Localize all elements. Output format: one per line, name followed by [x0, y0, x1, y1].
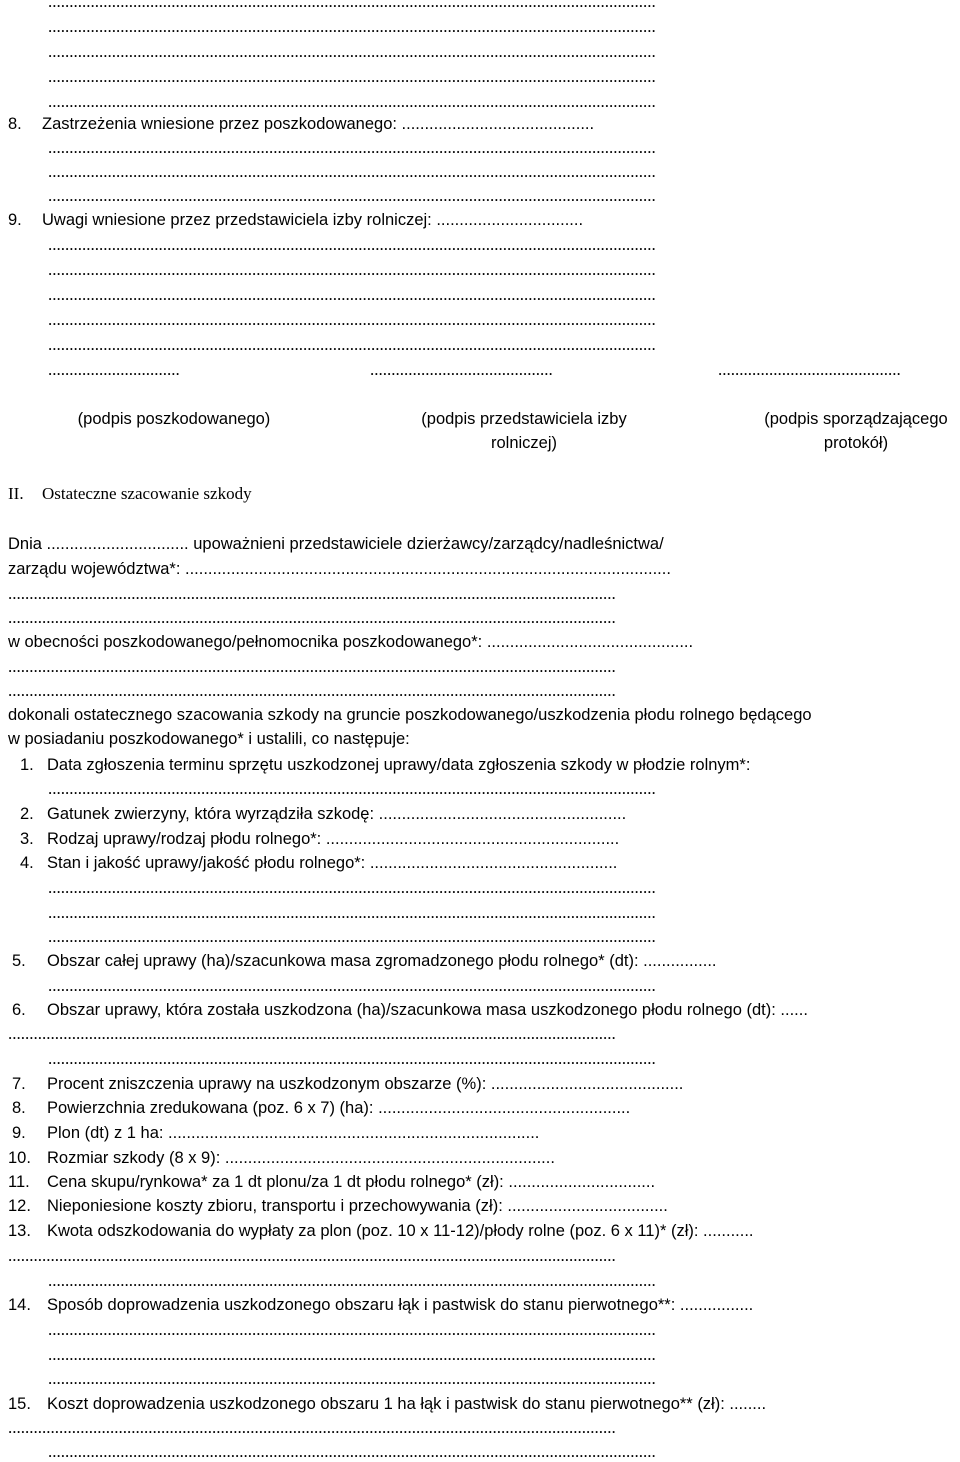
dotted-line: ...............................................................................................................................................	[8, 1246, 616, 1265]
point-text: Obszar całej uprawy (ha)/szacunkowa masa zgromadzonego płodu rolnego* (dt): ................	[47, 952, 717, 970]
dotted-line: ...............................................................................................................................................	[48, 162, 656, 181]
dotted-line: ...............................................................................................................................................	[48, 927, 656, 946]
point-number: 10.	[8, 1149, 31, 1167]
item-text: Uwagi wniesione przez przedstawiciela izby rolniczej: ................................	[42, 211, 584, 229]
point-text: Koszt doprowadzenia uszkodzonego obszaru 1 ha łąk i pastwisk do stanu pierwotnego** (zł): ........	[47, 1395, 767, 1413]
point-number: 3.	[20, 830, 34, 848]
signature-label: protokół)	[823, 434, 889, 452]
dotted-line: ...............................................................................................................................................	[48, 1345, 656, 1364]
point-text: Kwota odszkodowania do wypłaty za plon (poz. 10 x 11-12)/płody rolne (poz. 6 x 11)* (zł): ...........	[47, 1222, 754, 1240]
dotted-line: ...............................................................................................................................................	[48, 92, 656, 111]
section-number: II.	[8, 484, 24, 503]
intro-line: Dnia ............................... upoważnieni przedstawiciele dzierżawcy/zarządcy/nadleśnictwa/	[8, 535, 664, 553]
dotted-line: ...............................................................................................................................................	[48, 335, 656, 354]
point-text: Procent zniszczenia uprawy na uszkodzonym obszarze (%): ..........................................	[47, 1075, 684, 1093]
point-text: Nieponiesione koszty zbioru, transportu i przechowywania (zł): ...................................	[47, 1197, 668, 1215]
dotted-line: ...............................................................................................................................................	[48, 235, 656, 254]
dotted-line: ...............................................................................................................................................	[48, 779, 656, 798]
item-text: Zastrzeżenia wniesione przez poszkodowanego: ..........................................	[42, 115, 595, 133]
dotted-line: ...............................................................................................................................................	[8, 1024, 616, 1043]
point-text: Gatunek zwierzyny, która wyrządziła szkodę: ......................................................	[47, 805, 627, 823]
point-number: 4.	[20, 854, 34, 872]
result-line: w posiadaniu poszkodowanego* i ustalili, co następuje:	[8, 730, 410, 748]
point-text: Rozmiar szkody (8 x 9): ........................................................................	[47, 1149, 555, 1167]
dotted-line: ...............................................................................................................................................	[8, 1418, 616, 1437]
dotted-line: ...............................................................................................................................................	[48, 17, 656, 36]
dotted-line: ...............................................................................................................................................	[48, 1442, 656, 1461]
point-text: Obszar uprawy, która została uszkodzona (ha)/szacunkowa masa uszkodzonego płodu rolnego (dt): ......	[47, 1001, 808, 1019]
dotted-line: ...............................................................................................................................................	[48, 1320, 656, 1339]
point-text: Plon (dt) z 1 ha: .................................................................................	[47, 1124, 540, 1142]
signature-label: (podpis poszkodowanego)	[77, 410, 271, 428]
dotted-line: ...............................................................................................................................................	[48, 67, 656, 86]
signature-line: ...........................................	[718, 360, 901, 379]
signature-label: rolniczej)	[490, 434, 558, 452]
point-number: 8.	[12, 1099, 26, 1117]
dotted-line: ...............................................................................................................................................	[48, 1271, 656, 1290]
point-number: 11.	[8, 1173, 30, 1191]
point-number: 15.	[8, 1395, 31, 1413]
point-number: 2.	[20, 805, 34, 823]
item-number: 8.	[8, 115, 22, 133]
dotted-line: ...............................................................................................................................................	[48, 903, 656, 922]
dotted-line: ...............................................................................................................................................	[48, 0, 656, 11]
point-text: Stan i jakość uprawy/jakość płodu rolnego*: ......................................................	[47, 854, 618, 872]
point-number: 6.	[12, 1001, 26, 1019]
dotted-line: ...............................................................................................................................................	[48, 42, 656, 61]
dotted-line: ...............................................................................................................................................	[48, 285, 656, 304]
signature-line: ...............................	[48, 360, 180, 379]
point-text: Data zgłoszenia terminu sprzętu uszkodzonej uprawy/data zgłoszenia szkody w płodzie rolnym*:	[47, 756, 751, 774]
dotted-line: ...............................................................................................................................................	[48, 1369, 656, 1388]
point-number: 7.	[12, 1075, 26, 1093]
point-number: 14.	[8, 1296, 31, 1314]
dotted-line: ...............................................................................................................................................	[48, 976, 656, 995]
point-number: 13.	[8, 1222, 31, 1240]
dotted-line: ...............................................................................................................................................	[8, 681, 616, 700]
dotted-line: ...............................................................................................................................................	[48, 138, 656, 157]
item-number: 9.	[8, 211, 22, 229]
point-number: 1.	[20, 756, 34, 774]
signature-label: (podpis przedstawiciela izby	[421, 410, 627, 428]
point-text: Cena skupu/rynkowa* za 1 dt plonu/za 1 dt płodu rolnego* (zł): ................................	[47, 1173, 656, 1191]
dotted-line: ...............................................................................................................................................	[48, 1049, 656, 1068]
point-number: 5.	[12, 952, 26, 970]
intro-line: zarządu województwa*: ..........................................................................................................	[8, 560, 671, 578]
point-text: Rodzaj uprawy/rodzaj płodu rolnego*: ................................................................	[47, 830, 620, 848]
point-number: 12.	[8, 1197, 31, 1215]
point-text: Sposób doprowadzenia uszkodzonego obszaru łąk i pastwisk do stanu pierwotnego**: ................	[47, 1296, 754, 1314]
signature-line: ...........................................	[370, 360, 553, 379]
dotted-line: ...............................................................................................................................................	[8, 608, 616, 627]
dotted-line: ...............................................................................................................................................	[8, 657, 616, 676]
section-title: Ostateczne szacowanie szkody	[42, 484, 252, 503]
point-number: 9.	[12, 1124, 26, 1142]
dotted-line: ...............................................................................................................................................	[48, 878, 656, 897]
result-line: dokonali ostatecznego szacowania szkody na gruncie poszkodowanego/uszkodzenia płodu rolnego będącego	[8, 706, 812, 724]
dotted-line: ...............................................................................................................................................	[48, 310, 656, 329]
point-text: Powierzchnia zredukowana (poz. 6 x 7) (ha): .......................................................	[47, 1099, 631, 1117]
signature-label: (podpis sporządzającego	[764, 410, 948, 428]
dotted-line: ...............................................................................................................................................	[48, 186, 656, 205]
presence-line: w obecności poszkodowanego/pełnomocnika poszkodowanego*: .............................................	[8, 633, 694, 651]
dotted-line: ...............................................................................................................................................	[48, 260, 656, 279]
dotted-line: ...............................................................................................................................................	[8, 584, 616, 603]
